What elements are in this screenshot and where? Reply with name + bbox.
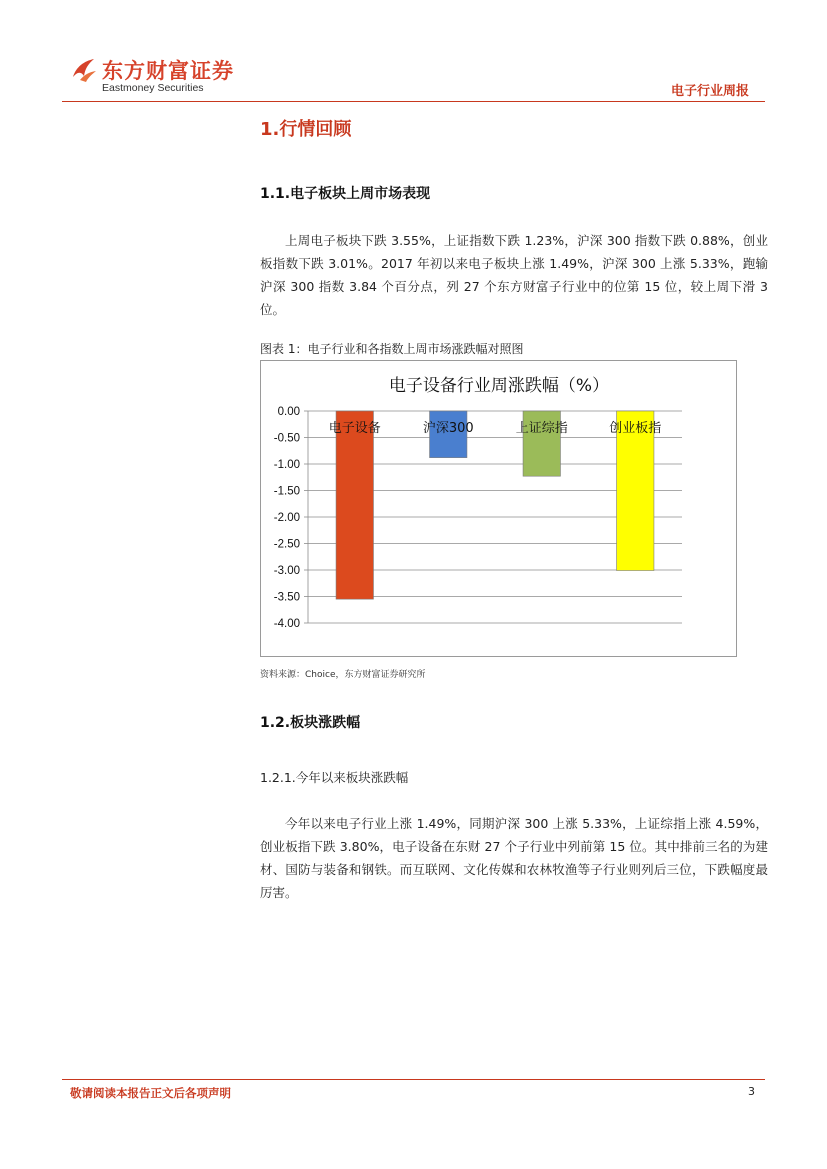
category-label: 创业板指 <box>609 421 662 436</box>
y-tick-label: -0.50 <box>273 432 300 445</box>
category-label: 电子设备 <box>328 421 381 436</box>
logo-english-name: Eastmoney Securities <box>102 82 204 94</box>
y-tick-label: 0.00 <box>277 406 300 418</box>
subsection-title-ytd: 1.2.1.今年以来板块涨跌幅 <box>260 770 409 785</box>
y-tick-label: -3.50 <box>273 591 300 604</box>
eastmoney-logo-icon <box>70 57 98 83</box>
page-number: 3 <box>748 1085 755 1098</box>
y-tick-label: -3.00 <box>273 565 300 577</box>
footer-divider <box>62 1079 765 1080</box>
y-tick-label: -1.50 <box>273 485 300 498</box>
company-logo <box>70 55 250 95</box>
paragraph-weekly-performance: 上周电子板块下跌 3.55%，上证指数下跌 1.23%，沪深 300 指数下跌 0.88%，创业板指数下跌 3.01%。2017 年初以来电子板块上涨 1.49%，沪深 300 上涨 5.33%，跑输沪深 300 指数 3.84 个百分点，列 27 个东方财富子行业中的位第 15 位，较上周下滑 3位。 <box>260 233 768 317</box>
y-tick-label: -4.00 <box>273 618 300 630</box>
bar-0 <box>336 411 373 599</box>
footer-disclaimer: 敬请阅读本报告正文后各项声明 <box>70 1086 231 1100</box>
header-divider <box>62 101 765 102</box>
figure-source: 资料来源：Choice，东方财富证券研究所 <box>260 670 426 680</box>
y-tick-label: -2.00 <box>273 512 300 524</box>
y-tick-label: -2.50 <box>273 538 300 551</box>
section-title-electronics-performance: 1.1.电子板块上周市场表现 <box>260 186 431 202</box>
y-tick-label: -1.00 <box>273 459 300 471</box>
category-label: 上证综指 <box>515 421 568 436</box>
category-label: 沪深300 <box>422 421 474 436</box>
section-title-sector-changes: 1.2.板块涨跌幅 <box>260 715 361 731</box>
chart-canvas <box>261 361 738 658</box>
chart-title: 电子设备行业周涨跌幅（%） <box>388 376 610 396</box>
section-title-market-review: 1.行情回顾 <box>260 119 352 140</box>
report-type-label: 电子行业周报 <box>670 84 749 99</box>
paragraph-ytd-performance: 今年以来电子行业上涨 1.49%，同期沪深 300 上涨 5.33%，上证综指上涨 4.59%，创业板指下跌 3.80%，电子设备在东财 27 个子行业中列前第 15 位。其中排前三名的为建材、国防与装备和钢铁。而互联网、文化传媒和农林牧渔等子行业则列后三位，下跌幅度最厉害。 <box>260 816 768 900</box>
figure-caption: 图表 1：电子行业和各指数上周市场涨跌幅对照图 <box>260 342 524 356</box>
logo-chinese-name: 东方财富证券 <box>102 59 234 83</box>
bar-chart <box>260 360 737 657</box>
